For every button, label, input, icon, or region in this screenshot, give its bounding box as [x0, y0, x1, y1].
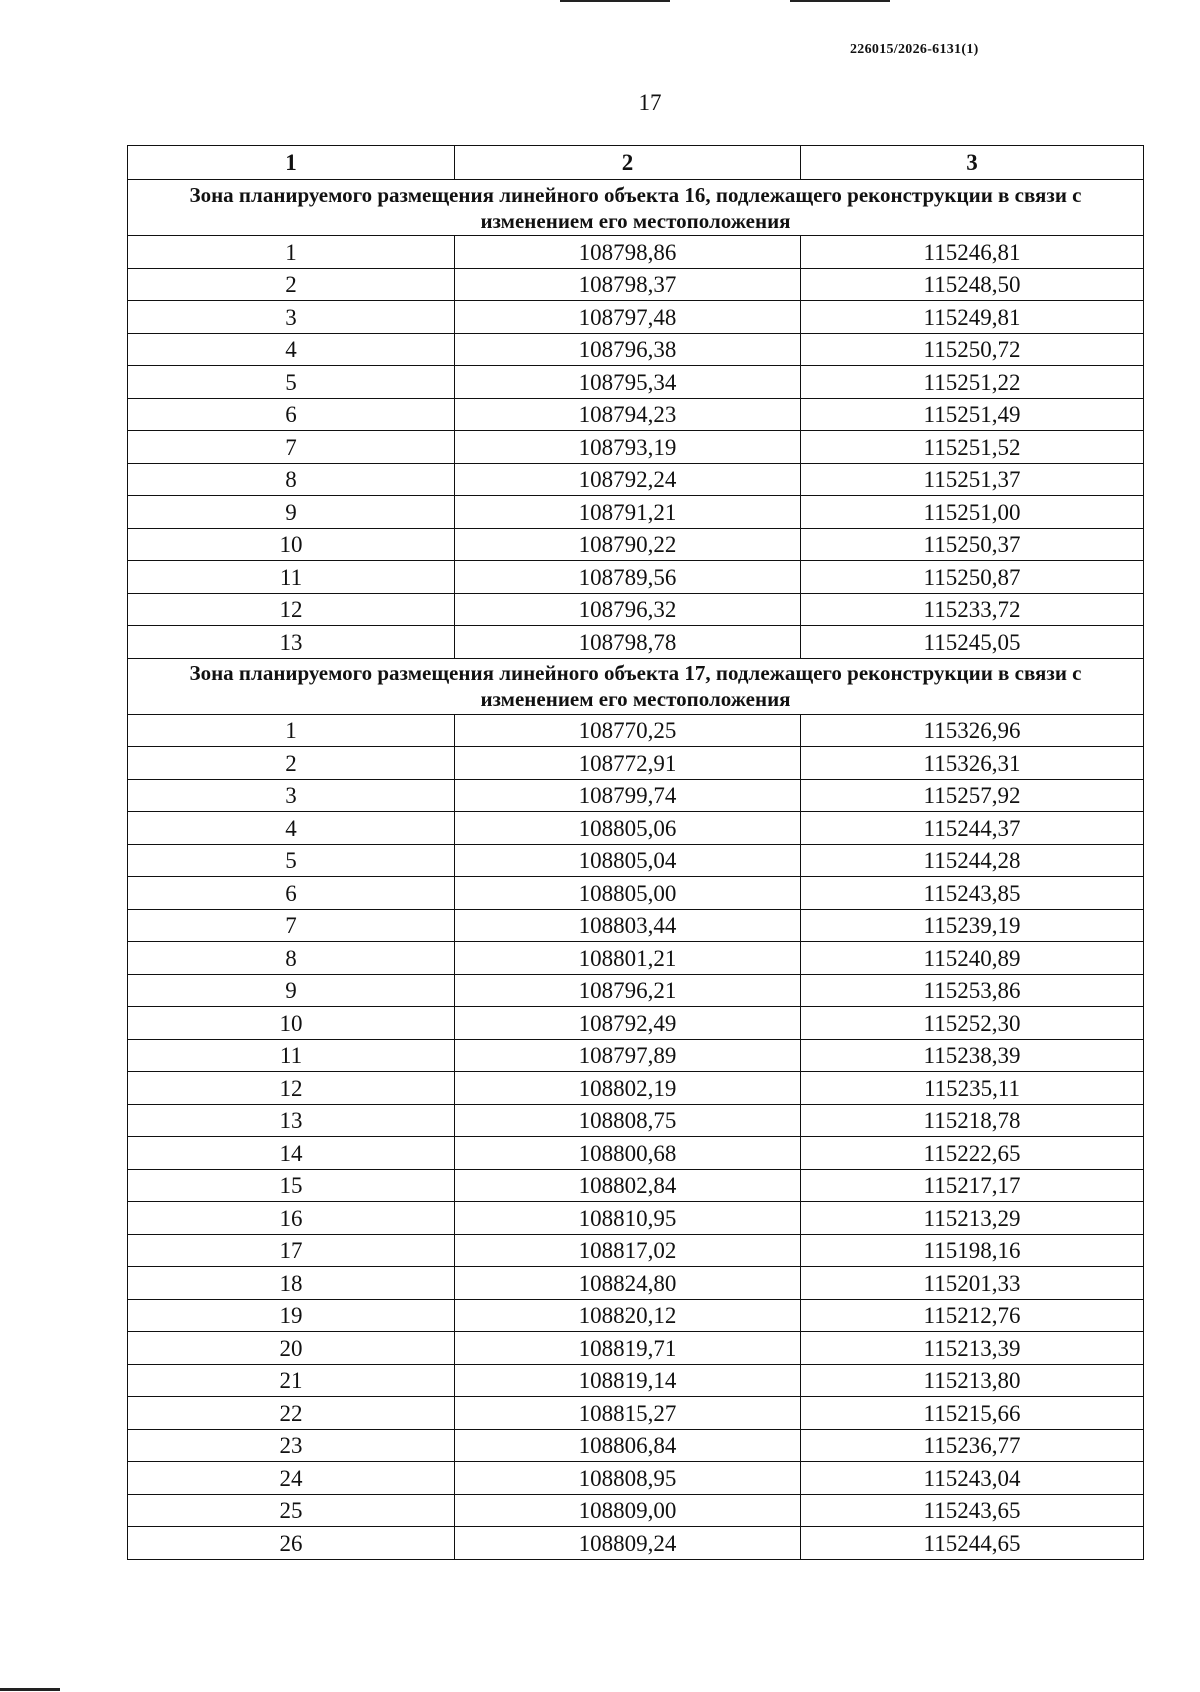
point-number-cell: 22 — [128, 1397, 455, 1430]
table-row — [128, 1364, 1144, 1397]
coordinates-table — [127, 145, 1144, 1560]
table-row — [128, 844, 1144, 877]
coordinate-y-cell: 115201,33 — [801, 1267, 1144, 1300]
coordinate-x-cell: 108824,80 — [455, 1267, 801, 1300]
point-number-cell: 19 — [128, 1299, 455, 1332]
point-number-cell: 10 — [128, 528, 455, 561]
coordinate-x-cell: 108819,71 — [455, 1332, 801, 1365]
coordinate-y-cell: 115240,89 — [801, 942, 1144, 975]
coordinate-x-cell: 108808,95 — [455, 1462, 801, 1495]
scan-edge-mark — [0, 1688, 60, 1691]
coordinate-y-cell: 115251,22 — [801, 366, 1144, 399]
table-row — [128, 236, 1144, 269]
coordinate-y-cell: 115252,30 — [801, 1007, 1144, 1040]
table-row — [128, 1169, 1144, 1202]
point-number-cell: 8 — [128, 942, 455, 975]
coordinate-x-cell: 108793,19 — [455, 431, 801, 464]
point-number-cell: 1 — [128, 236, 455, 269]
coordinate-x-cell: 108770,25 — [455, 714, 801, 747]
table-row — [128, 1429, 1144, 1462]
point-number-cell: 18 — [128, 1267, 455, 1300]
point-number-cell: 12 — [128, 593, 455, 626]
section-title-row — [128, 180, 1144, 236]
coordinate-y-cell: 115243,85 — [801, 877, 1144, 910]
coordinate-y-cell: 115244,65 — [801, 1527, 1144, 1560]
table-row — [128, 974, 1144, 1007]
coordinate-x-cell: 108820,12 — [455, 1299, 801, 1332]
table-row — [128, 779, 1144, 812]
coordinate-x-cell: 108797,89 — [455, 1039, 801, 1072]
point-number-cell: 6 — [128, 398, 455, 431]
coordinate-x-cell: 108798,37 — [455, 268, 801, 301]
table-header-row — [128, 146, 1144, 180]
coordinate-x-cell: 108817,02 — [455, 1234, 801, 1267]
coordinate-x-cell: 108808,75 — [455, 1104, 801, 1137]
point-number-cell: 25 — [128, 1494, 455, 1527]
coordinate-y-cell: 115243,04 — [801, 1462, 1144, 1495]
coordinate-x-cell: 108809,00 — [455, 1494, 801, 1527]
point-number-cell: 23 — [128, 1429, 455, 1462]
table-row — [128, 1397, 1144, 1430]
coordinate-y-cell: 115213,80 — [801, 1364, 1144, 1397]
point-number-cell: 14 — [128, 1137, 455, 1170]
coordinate-y-cell: 115326,96 — [801, 714, 1144, 747]
table-row — [128, 812, 1144, 845]
coordinate-x-cell: 108796,21 — [455, 974, 801, 1007]
coordinate-x-cell: 108805,06 — [455, 812, 801, 845]
coordinate-y-cell: 115212,76 — [801, 1299, 1144, 1332]
table-row — [128, 1104, 1144, 1137]
coordinate-x-cell: 108791,21 — [455, 496, 801, 529]
table-row — [128, 1332, 1144, 1365]
coordinate-y-cell: 115245,05 — [801, 626, 1144, 659]
table-row — [128, 366, 1144, 399]
coordinate-y-cell: 115251,49 — [801, 398, 1144, 431]
point-number-cell: 3 — [128, 779, 455, 812]
point-number-cell: 26 — [128, 1527, 455, 1560]
section-title: Зона планируемого размещения линейного объекта 16, подлежащего реконструкции в связи с изменением его местоположения — [128, 180, 1144, 236]
point-number-cell: 5 — [128, 366, 455, 399]
table-row — [128, 398, 1144, 431]
table-row — [128, 1039, 1144, 1072]
point-number-cell: 24 — [128, 1462, 455, 1495]
coordinate-y-cell: 115257,92 — [801, 779, 1144, 812]
table-row — [128, 909, 1144, 942]
column-header-2: 2 — [455, 146, 801, 180]
column-header-3: 3 — [801, 146, 1144, 180]
coordinate-y-cell: 115239,19 — [801, 909, 1144, 942]
table-row — [128, 301, 1144, 334]
table-row — [128, 747, 1144, 780]
coordinate-y-cell: 115244,37 — [801, 812, 1144, 845]
table-row — [128, 1234, 1144, 1267]
coordinate-y-cell: 115217,17 — [801, 1169, 1144, 1202]
table-row — [128, 942, 1144, 975]
table-row — [128, 1267, 1144, 1300]
coordinate-x-cell: 108798,86 — [455, 236, 801, 269]
table-row — [128, 1137, 1144, 1170]
point-number-cell: 1 — [128, 714, 455, 747]
coordinate-y-cell: 115251,37 — [801, 463, 1144, 496]
table-row — [128, 1072, 1144, 1105]
coordinate-x-cell: 108815,27 — [455, 1397, 801, 1430]
coordinate-x-cell: 108802,84 — [455, 1169, 801, 1202]
coordinate-x-cell: 108789,56 — [455, 561, 801, 594]
coordinate-x-cell: 108801,21 — [455, 942, 801, 975]
table-row — [128, 528, 1144, 561]
coordinate-y-cell: 115251,52 — [801, 431, 1144, 464]
coordinate-x-cell: 108805,00 — [455, 877, 801, 910]
table-row — [128, 1202, 1144, 1235]
coordinate-y-cell: 115244,28 — [801, 844, 1144, 877]
scan-edge-mark — [560, 0, 670, 2]
coordinate-x-cell: 108772,91 — [455, 747, 801, 780]
table-row — [128, 561, 1144, 594]
coordinate-x-cell: 108809,24 — [455, 1527, 801, 1560]
point-number-cell: 9 — [128, 974, 455, 1007]
table-row — [128, 1494, 1144, 1527]
coordinate-y-cell: 115235,11 — [801, 1072, 1144, 1105]
coordinate-y-cell: 115250,72 — [801, 333, 1144, 366]
coordinate-x-cell: 108792,24 — [455, 463, 801, 496]
table-row — [128, 714, 1144, 747]
point-number-cell: 4 — [128, 812, 455, 845]
table-row — [128, 1007, 1144, 1040]
point-number-cell: 7 — [128, 431, 455, 464]
point-number-cell: 15 — [128, 1169, 455, 1202]
point-number-cell: 16 — [128, 1202, 455, 1235]
column-header-1: 1 — [128, 146, 455, 180]
point-number-cell: 6 — [128, 877, 455, 910]
coordinate-x-cell: 108796,38 — [455, 333, 801, 366]
coordinate-y-cell: 115213,39 — [801, 1332, 1144, 1365]
table-row — [128, 1462, 1144, 1495]
table-row — [128, 496, 1144, 529]
point-number-cell: 4 — [128, 333, 455, 366]
table-row — [128, 463, 1144, 496]
coordinate-x-cell: 108800,68 — [455, 1137, 801, 1170]
coordinate-x-cell: 108806,84 — [455, 1429, 801, 1462]
coordinate-y-cell: 115249,81 — [801, 301, 1144, 334]
point-number-cell: 8 — [128, 463, 455, 496]
coordinate-x-cell: 108795,34 — [455, 366, 801, 399]
point-number-cell: 3 — [128, 301, 455, 334]
coordinate-x-cell: 108798,78 — [455, 626, 801, 659]
table-row — [128, 333, 1144, 366]
table-row — [128, 268, 1144, 301]
coordinate-y-cell: 115250,87 — [801, 561, 1144, 594]
coordinate-x-cell: 108799,74 — [455, 779, 801, 812]
coordinate-y-cell: 115246,81 — [801, 236, 1144, 269]
table-row — [128, 877, 1144, 910]
coordinate-x-cell: 108802,19 — [455, 1072, 801, 1105]
point-number-cell: 10 — [128, 1007, 455, 1040]
point-number-cell: 7 — [128, 909, 455, 942]
point-number-cell: 11 — [128, 1039, 455, 1072]
scan-edge-mark — [790, 0, 890, 2]
coordinate-y-cell: 115243,65 — [801, 1494, 1144, 1527]
point-number-cell: 13 — [128, 1104, 455, 1137]
coordinate-y-cell: 115248,50 — [801, 268, 1144, 301]
point-number-cell: 17 — [128, 1234, 455, 1267]
point-number-cell: 11 — [128, 561, 455, 594]
coordinate-x-cell: 108792,49 — [455, 1007, 801, 1040]
coordinate-x-cell: 108805,04 — [455, 844, 801, 877]
coordinate-x-cell: 108810,95 — [455, 1202, 801, 1235]
coordinate-y-cell: 115218,78 — [801, 1104, 1144, 1137]
table-row — [128, 593, 1144, 626]
coordinate-y-cell: 115326,31 — [801, 747, 1144, 780]
coordinate-x-cell: 108819,14 — [455, 1364, 801, 1397]
point-number-cell: 20 — [128, 1332, 455, 1365]
table-row — [128, 431, 1144, 464]
point-number-cell: 5 — [128, 844, 455, 877]
coordinate-y-cell: 115251,00 — [801, 496, 1144, 529]
point-number-cell: 2 — [128, 268, 455, 301]
page-number: 17 — [638, 90, 662, 115]
coordinate-y-cell: 115250,37 — [801, 528, 1144, 561]
point-number-cell: 21 — [128, 1364, 455, 1397]
coordinate-x-cell: 108797,48 — [455, 301, 801, 334]
coordinate-x-cell: 108794,23 — [455, 398, 801, 431]
table-row — [128, 1527, 1144, 1560]
section-title: Зона планируемого размещения линейного объекта 17, подлежащего реконструкции в связи с изменением его местоположения — [128, 658, 1144, 714]
coordinate-y-cell: 115236,77 — [801, 1429, 1144, 1462]
coordinate-y-cell: 115233,72 — [801, 593, 1144, 626]
coordinate-y-cell: 115213,29 — [801, 1202, 1144, 1235]
section-title-row — [128, 658, 1144, 714]
coordinate-y-cell: 115238,39 — [801, 1039, 1144, 1072]
point-number-cell: 2 — [128, 747, 455, 780]
coordinate-y-cell: 115215,66 — [801, 1397, 1144, 1430]
point-number-cell: 13 — [128, 626, 455, 659]
table-row — [128, 1299, 1144, 1332]
coordinate-x-cell: 108796,32 — [455, 593, 801, 626]
document-code: 226015/2026-6131(1) — [850, 42, 979, 57]
coordinate-x-cell: 108803,44 — [455, 909, 801, 942]
coordinate-y-cell: 115253,86 — [801, 974, 1144, 1007]
coordinate-x-cell: 108790,22 — [455, 528, 801, 561]
point-number-cell: 12 — [128, 1072, 455, 1105]
point-number-cell: 9 — [128, 496, 455, 529]
coordinate-y-cell: 115198,16 — [801, 1234, 1144, 1267]
coordinate-y-cell: 115222,65 — [801, 1137, 1144, 1170]
table-row — [128, 626, 1144, 659]
